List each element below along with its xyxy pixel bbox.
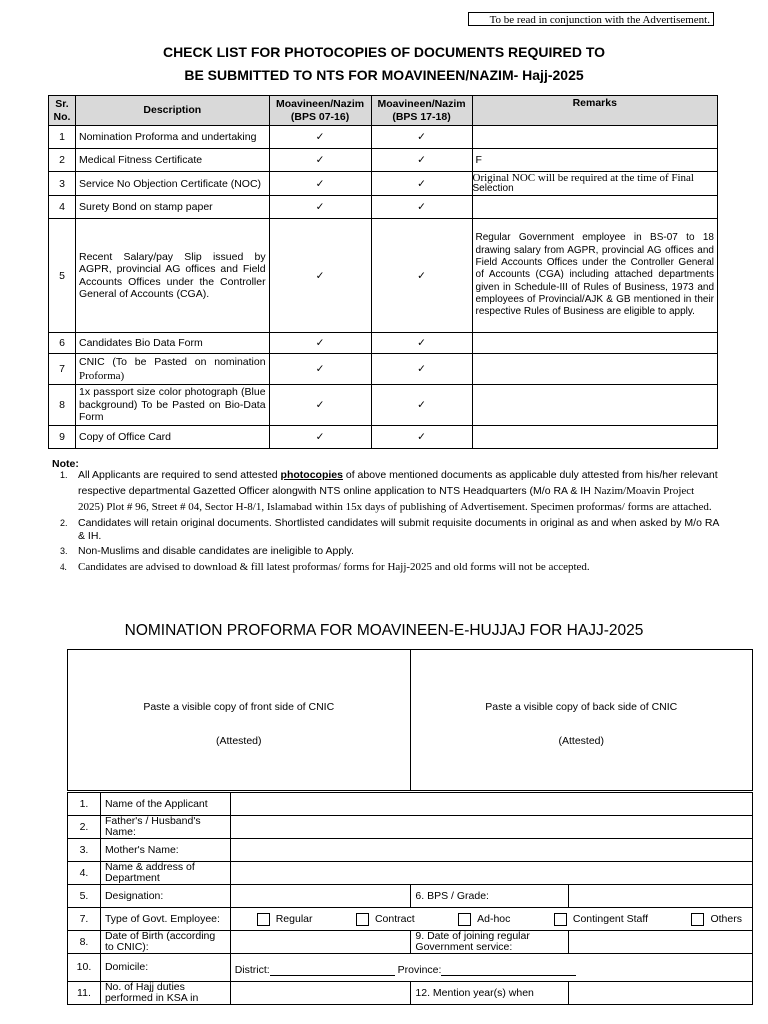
tick-mark: ✓ [269, 172, 371, 196]
table-row: 7 CNIC (To be Pasted on nomination Proforma) ✓ ✓ [49, 354, 718, 385]
table-row: 3 Service No Objection Certificate (NOC) ✓ ✓ Original NOC will be required at the time of Final Selection [49, 172, 718, 196]
checkbox-regular[interactable]: Regular [257, 913, 313, 926]
header-bps-17-18: Moavineen/Nazim (BPS 17-18) [371, 96, 472, 126]
joining-date-field[interactable] [569, 931, 753, 954]
tick-mark: ✓ [269, 426, 371, 449]
table-row: 9 Copy of Office Card ✓ ✓ [49, 426, 718, 449]
mother-name-field[interactable] [230, 839, 752, 862]
advertisement-notice: To be read in conjunction with the Advertisement. [468, 12, 714, 26]
table-row: 4 Surety Bond on stamp paper ✓ ✓ [49, 196, 718, 219]
table-row: 6 Candidates Bio Data Form ✓ ✓ [49, 333, 718, 354]
form-row-hajj-duties: 11. No. of Hajj duties performed in KSA in 12. Mention year(s) when [68, 982, 753, 1005]
table-row: 1 Nomination Proforma and undertaking ✓ ✓ [49, 126, 718, 149]
tick-mark: ✓ [371, 196, 472, 219]
note-label: Note: [52, 458, 79, 470]
bps-grade-field[interactable] [569, 885, 753, 908]
form-row-designation: 5. Designation: 6. BPS / Grade: [68, 885, 753, 908]
header-bps-07-16: Moavineen/Nazim (BPS 07-16) [269, 96, 371, 126]
form-row-mother-name: 3. Mother's Name: [68, 839, 753, 862]
form-row-employee-type: 7. Type of Govt. Employee: Regular Contract Ad-hoc Contingent Staff Others [68, 908, 753, 931]
notes-list [60, 467, 720, 575]
checkbox-icon [458, 913, 471, 926]
district-field[interactable] [270, 965, 395, 976]
cnic-front-area: Paste a visible copy of front side of CNIC (Attested) [143, 701, 335, 747]
form-row-department: 4. Name & address of Department [68, 862, 753, 885]
department-field[interactable] [230, 862, 752, 885]
table-row: 5 Recent Salary/pay Slip issued by AGPR, provincial AG offices and Field Accounts Offices under the Controller General of Accounts (CGA). ✓ ✓ Regular Government employee in BS-07 to 18 drawing salary from AGPR, provincial AG offices and Field Accounts Offices under the Controller General of Accounts (CGA) including attached departments given in Schedule-III of Rules of Business, 1973 and employees of Provincial/AJK & GB mentioned in their respective Rules of Business are eligible to apply. [49, 219, 718, 333]
tick-mark: ✓ [269, 385, 371, 426]
tick-mark: ✓ [269, 196, 371, 219]
tick-mark: ✓ [269, 219, 371, 333]
tick-mark: ✓ [371, 333, 472, 354]
list-item: 4. Candidates are advised to download & fill latest proformas/ forms for Hajj-2025 and old forms will not be accepted. [60, 561, 590, 573]
checkbox-adhoc[interactable]: Ad-hoc [458, 913, 510, 926]
tick-mark: ✓ [269, 333, 371, 354]
applicant-name-field[interactable] [230, 793, 752, 816]
tick-mark: ✓ [269, 354, 371, 385]
header-remarks: Remarks [472, 96, 717, 126]
checkbox-icon [554, 913, 567, 926]
checkbox-others[interactable]: Others [691, 913, 742, 926]
tick-mark: ✓ [371, 426, 472, 449]
hajj-duties-field[interactable] [230, 982, 411, 1005]
father-name-field[interactable] [230, 816, 752, 839]
province-field[interactable] [441, 965, 576, 976]
checklist-title-line2: BE SUBMITTED TO NTS FOR MOAVINEEN/NAZIM- Hajj-2025 [184, 67, 584, 83]
header-description: Description [75, 96, 269, 126]
checklist-title-line1: CHECK LIST FOR PHOTOCOPIES OF DOCUMENTS REQUIRED TO [162, 44, 606, 60]
tick-mark: ✓ [371, 354, 472, 385]
form-row-father-name: 2. Father's / Husband's Name: [68, 816, 753, 839]
dob-field[interactable] [230, 931, 411, 954]
tick-mark: ✓ [371, 172, 472, 196]
hajj-years-field[interactable] [569, 982, 753, 1005]
header-sr-no: Sr. No. [49, 96, 76, 126]
tick-mark: ✓ [371, 126, 472, 149]
list-item: 2. Candidates will retain original documents. Shortlisted candidates will submit requisite documents in original as and when asked by M/o RA & IH. [60, 517, 719, 542]
tick-mark: ✓ [269, 126, 371, 149]
checklist-header-row [49, 96, 718, 126]
table-row: 8 1x passport size color photograph (Blue background) To be Pasted on Bio-Data Form ✓ ✓ [49, 385, 718, 426]
designation-field[interactable] [230, 885, 411, 908]
list-item: 3. Non-Muslims and disable candidates are ineligible to Apply. [60, 545, 354, 557]
list-item: 1. All Applicants are required to send attested photocopies of above mentioned documents as applicable duly attested from his/her relevant respective departmental Gazetted Officer alongwith NTS online application to NTS Headquarters (M/o RA & IH Nazim/Moavin Project 2025) Plot # 96, Street # 04, Sector H-8/1, Islamabad within 15x days of publishing of Advertisement. Specimen proformas/ forms are attached. [60, 469, 718, 513]
tick-mark: ✓ [269, 149, 371, 172]
checkbox-contingent[interactable]: Contingent Staff [554, 913, 648, 926]
checkbox-icon [257, 913, 270, 926]
form-row-dob: 8. Date of Birth (according to CNIC): 9. Date of joining regular Government service: [68, 931, 753, 954]
tick-mark: ✓ [371, 149, 472, 172]
form-row-domicile: 10. Domicile: District: Province: [68, 954, 753, 982]
cnic-back-area: Paste a visible copy of back side of CNIC (Attested) [410, 650, 753, 790]
nomination-form [67, 792, 753, 1005]
cnic-paste-box [67, 649, 753, 791]
form-row-applicant-name: 1. Name of the Applicant [68, 793, 753, 816]
checkbox-icon [356, 913, 369, 926]
nomination-title: NOMINATION PROFORMA FOR MOAVINEEN-E-HUJJAJ FOR HAJJ-2025 [124, 622, 644, 639]
tick-mark: ✓ [371, 385, 472, 426]
tick-mark: ✓ [371, 219, 472, 333]
checkbox-contract[interactable]: Contract [356, 913, 415, 926]
checklist-table [48, 95, 718, 449]
checkbox-icon [691, 913, 704, 926]
table-row: 2 Medical Fitness Certificate ✓ ✓ F [49, 149, 718, 172]
